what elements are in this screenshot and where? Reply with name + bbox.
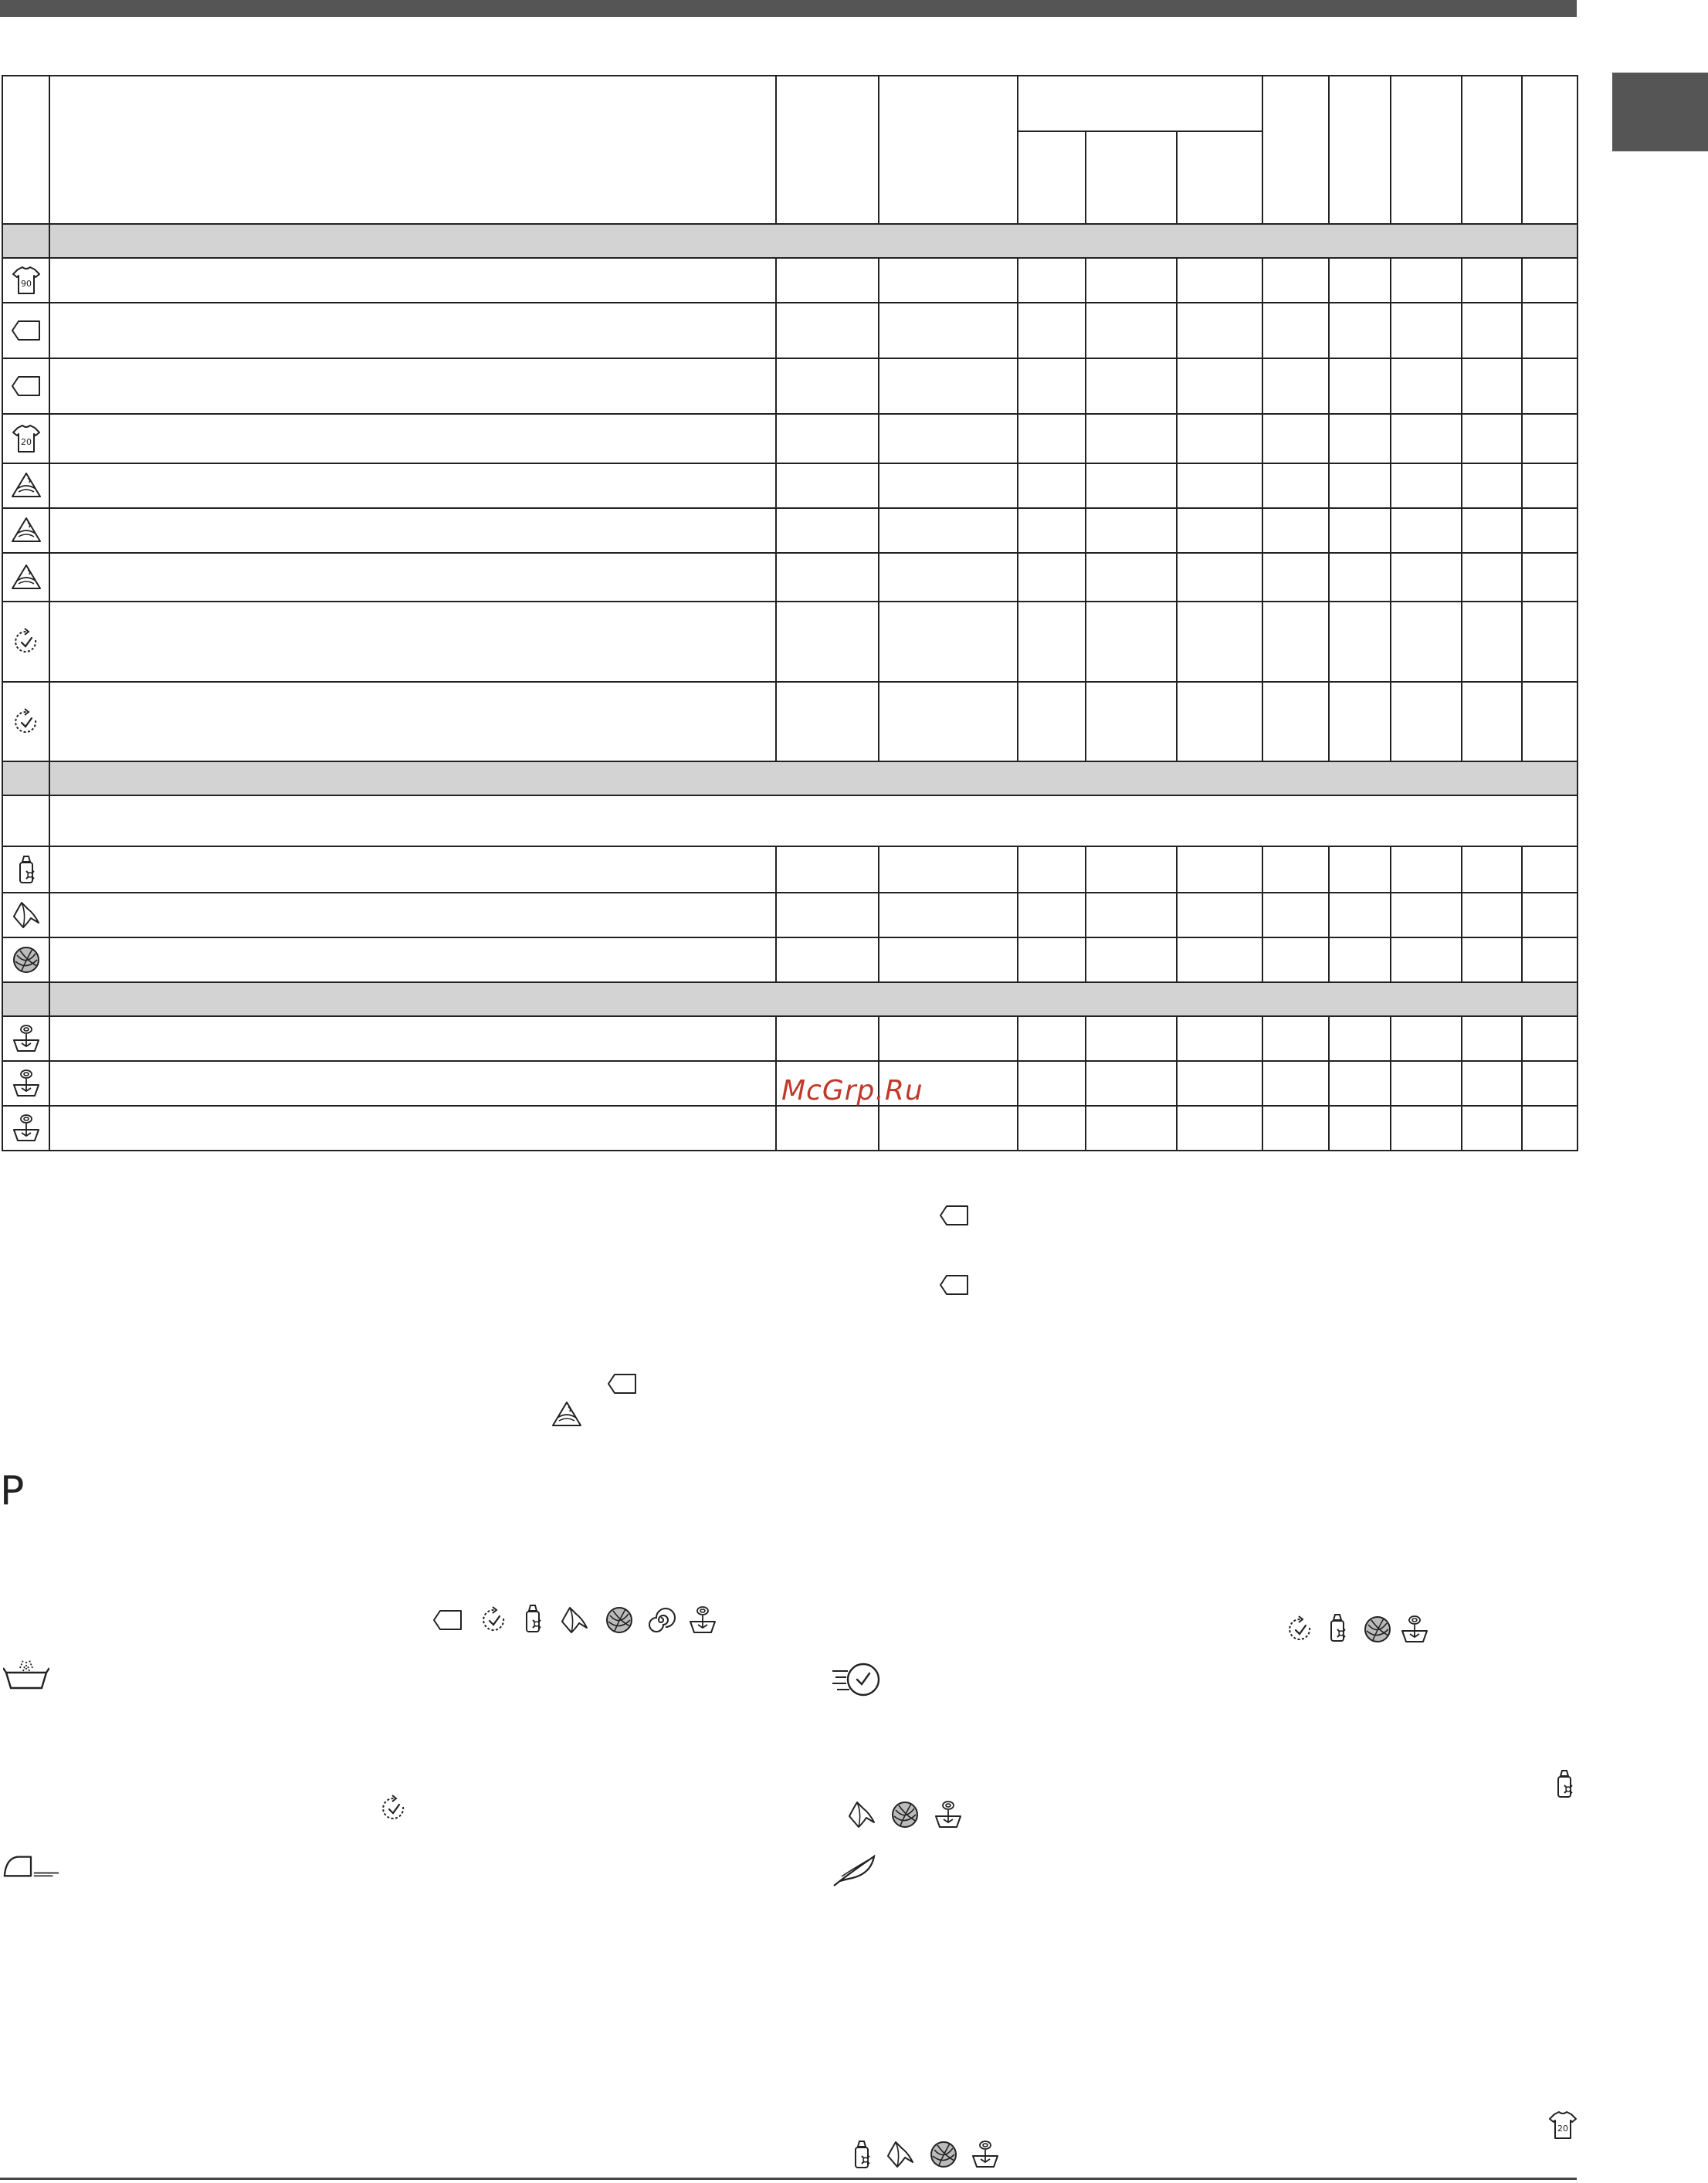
table-row	[2, 463, 1578, 508]
tag-icon	[934, 1269, 974, 1300]
table-row	[2, 508, 1578, 553]
synthetics-icon	[11, 562, 42, 593]
synthetics-icon	[11, 470, 42, 501]
timer-icon	[1285, 1614, 1316, 1645]
silk-icon	[11, 900, 42, 930]
svg-text:20: 20	[20, 437, 32, 447]
table-row	[2, 1016, 1578, 1061]
feather-icon	[831, 1853, 877, 1887]
top-bar	[0, 0, 1577, 17]
table-row	[2, 1106, 1578, 1151]
easy-iron-icon	[2, 1850, 60, 1881]
tag-icon	[11, 371, 42, 402]
synthetics-icon	[11, 515, 42, 546]
synthetics-icon	[551, 1399, 582, 1430]
table-row	[2, 258, 1578, 303]
wool-icon	[928, 2139, 959, 2170]
table-row	[2, 553, 1578, 602]
table-row	[2, 682, 1578, 761]
table-header-row-1	[2, 76, 1578, 131]
svg-text:20: 20	[1557, 2124, 1568, 2134]
table-row	[2, 937, 1578, 982]
timer-icon	[479, 1605, 510, 1636]
spin-rinse-icon	[11, 1023, 42, 1054]
tag-icon	[11, 315, 42, 346]
spin-rinse-icon	[933, 1799, 964, 1830]
table-section-row	[2, 224, 1578, 258]
baby-bottle-icon	[846, 2137, 877, 2171]
bottom-rule	[0, 2178, 1577, 2180]
spiral-icon	[646, 1605, 676, 1636]
baby-bottle-icon	[1322, 1611, 1353, 1645]
silk-icon	[559, 1605, 590, 1636]
section-heading-letter: P	[0, 1468, 25, 1514]
tag-icon	[428, 1605, 468, 1636]
table-note-row	[2, 795, 1578, 846]
table-row	[2, 602, 1578, 682]
programme-table	[2, 75, 1578, 1151]
spin-rinse-icon	[970, 2139, 1001, 2170]
table-row	[2, 358, 1578, 414]
spin-rinse-icon	[11, 1113, 42, 1144]
baby-bottle-icon	[517, 1602, 548, 1636]
timer-icon	[11, 626, 42, 657]
wool-icon	[1362, 1614, 1393, 1645]
timer-icon	[378, 1793, 409, 1824]
silk-icon	[846, 1799, 877, 1830]
table-row	[2, 846, 1578, 893]
shirt-20-icon	[1547, 2110, 1578, 2141]
watermark: McGrp.Ru	[781, 1075, 923, 1107]
spin-rinse-icon	[11, 1068, 42, 1099]
shirt-90-icon	[11, 265, 42, 296]
shirt-20-icon	[11, 423, 42, 454]
table-row	[2, 414, 1578, 463]
table-section-row	[2, 761, 1578, 795]
tag-icon	[602, 1368, 642, 1399]
quick-wash-icon	[831, 1660, 885, 1699]
wool-icon	[890, 1799, 920, 1830]
silk-icon	[885, 2139, 916, 2170]
baby-bottle-icon	[11, 854, 42, 885]
spin-rinse-icon	[1399, 1614, 1430, 1645]
table-row	[2, 893, 1578, 937]
tag-icon	[934, 1200, 974, 1231]
wool-icon	[11, 944, 42, 975]
prewash-icon	[3, 1657, 49, 1691]
timer-icon	[11, 707, 42, 737]
svg-text:90: 90	[20, 279, 32, 289]
table-row	[2, 303, 1578, 358]
wool-icon	[604, 1605, 635, 1636]
page-side-tab	[1612, 73, 1708, 151]
table-section-row	[2, 982, 1578, 1016]
baby-bottle-icon	[1549, 1767, 1580, 1801]
spin-rinse-icon	[687, 1605, 718, 1636]
